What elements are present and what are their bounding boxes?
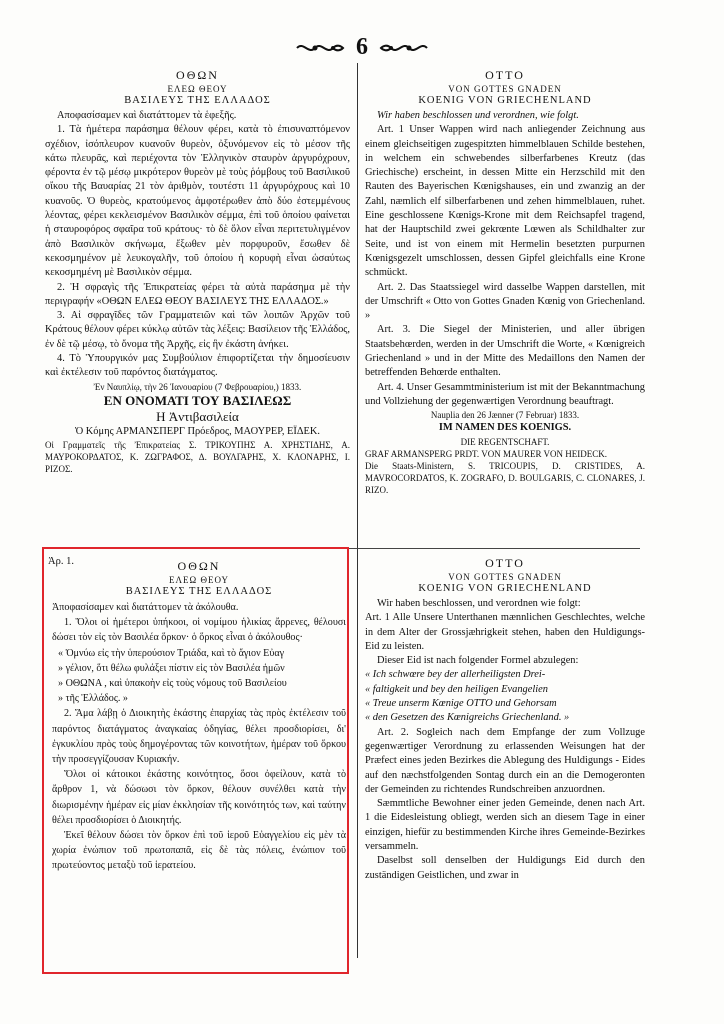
- greek-signers: Ὁ Κόμης ΑΡΜΑΝΣΠΕΡΓ Πρόεδρος, ΜΑΟΥΡΕΡ, ΕΪΔΕΚ.: [74, 425, 320, 437]
- ornament-right-icon: [379, 41, 429, 55]
- greek-art3: 3. Αἱ σφραγῖδες τῶν Γραμματειῶν καὶ τῶν λοιπῶν Ἀρχῶν τοῦ Κράτους θέλουν φέρει κύκλῳ αὐτῶν τὰς λέξεις: Βασίλειον τῆς Ἑλλάδος, ἐν δὲ τῷ μέσῳ, τὸ ὄνομα τῆς Ἀρχῆς, εἰς ἣν ἐκάστη ἀνήκει.: [45, 310, 350, 350]
- greek2-title: ΟΘΩΝ: [177, 559, 221, 573]
- german2-p3: Sæmmtliche Bewohner einer jeden Gemeinde, denen nach Art. 1 die Eidesleistung obliegt, werden sich an diesem Tage in einer einzigen, hiefür zu bestimmenden Kirche ihres Gemeinde-Bezirkes versammeln.: [365, 798, 645, 853]
- german-name-of-king: IM NAMEN DES KOENIGS.: [438, 422, 572, 434]
- greek-regency: Η Ἀντιβασιλεία: [156, 408, 239, 424]
- greek-article-label: Ἀρ. 1.: [48, 556, 74, 567]
- greek-king: ΒΑΣΙΛΕΥΣ ΤΗΣ ΕΛΛΑΔΟΣ: [124, 95, 271, 106]
- greek-art2: 2. Ἡ σφραγὶς τῆς Ἐπικρατείας φέρει τὰ αὐτὰ παράσημα μὲ τὴν περιγραφήν «ΟΘΩΝ ΕΛΕΩ ΘΕΟΥ ΒΑΣΙΛΕΥΣ ΤΗΣ ΕΛΛΑΔΟΣ.»: [45, 281, 350, 307]
- greek2-p1: 1. Ὅλοι οἱ ἡμέτεροι ὑπήκοοι, οἱ νομίμου ἡλικίας ἄρρενες, θέλουσι δώσει τὸν εἰς τὸν Βασιλέα ὅρκον· ὁ ὅρκος εἶναι ὁ ἀκόλουθος·: [52, 617, 346, 644]
- greek-subtitle: ΕΛΕΩ ΘΕΟΥ: [167, 84, 228, 94]
- german-art4: Art. 4. Unser Gesammtministerium ist mit der Bekanntmachung und Vollziehung der gegenwærtigen Verordnung beauftragt.: [365, 381, 645, 407]
- greek-date: Ἐν Ναυπλίῳ, τὴν 26 Ἰανουαρίου (7 Φεβρουαρίου,) 1833.: [93, 381, 302, 392]
- greek-name-of-king: ΕΝ ΟΝΟΜΑΤΙ ΤΟΥ ΒΑΣΙΛΕΩΣ: [103, 392, 292, 408]
- greek2-decree: Ἀποφασίσαμεν καὶ διατάττομεν τὰ ἀκόλουθα.: [52, 602, 239, 613]
- german-signers: GRAF ARMANSPERG PRDT. VON MAURER VON HEIDECK.: [365, 448, 608, 459]
- greek2-oath-line2: » γέλιον, ὅτι θέλω φυλάξει πίστιν εἰς τὸν Βασιλέα ἡμῶν: [58, 662, 285, 674]
- german2-oath-line4: « den Gesetzen des Kœnigreichs Griechenland. »: [365, 712, 570, 724]
- greek2-p4: Ἐκεῖ θέλουν δώσει τὸν ὅρκον ἐπὶ τοῦ ἱεροῦ Εὐαγγελίου εἰς μὲν τὰ χωρία ἐνώπιον τοῦ πρωτοπαπᾶ, εἰς δὲ τὰς πόλεις, ἐνώπιον τοῦ πρωτεύοντος μεταξὺ τοῦ ἱερατείου.: [52, 830, 346, 872]
- german-title: OTTO: [485, 68, 525, 82]
- greek-art1: 1. Τὰ ἡμέτερα παράσημα θέλουν φέρει, κατὰ τὸ ἐπισυναπτόμενον σχέδιον, ἰσόπλευρον κυανοῦν θυρεὸν, ὀξυνόμενον εἰς τὸ μέσον τῆς κάτω πλευρᾶς, καὶ περιέχοντα τὸν Ἑλληνικὸν σταυρὸν ἀργυρόχρουν, φέροντα ἐν τῷ μέσῳ μικρότερον θυρεὸν μὲ τοὺς ῥόμβους τοῦ Βασιλικοῦ οἴκου τῆς Βαυαρίας 21 τὸν ἀριθμὸν, τουτέστι 11 ἀργυρόχρους καὶ 10 κυανοῦς. Ὁ θυρεὸς, κρατούμενος ἀμφοτέρωθεν ἀπὸ δύο ἐστεμμένους λέοντας, φέρει κεκλεισμένον Βασιλικὸν σέμμα, ἐπὶ τοῦ ὁποίου φαίνεται ἡ σταυροφόρος σφαῖρα τοῦ κράτους· τὸ δὲ ὅλον εἶναι περιτετυλιγμένον ἀπὸ Βασιλικὸν σκήνωμα, ἔξωθεν μὲν πορφυροῦν, ἔσωθεν δὲ κεκοσμημένον μὲ λευκογαλῆν, τοῦ ὁποίου ἡ κορυφὴ εἶναι ὡσαύτως κεκοσμημένη μὲ Βασιλικὸν σέμμα.: [45, 124, 350, 279]
- german2-oath-line3: « Treue unserm Kœnige OTTO und Gehorsam: [365, 698, 557, 710]
- greek2-p2: 2. Ἅμα λάβῃ ὁ Διοικητὴς ἑκάστης ἐπαρχίας τὰς πρὸς ἐκτέλεσιν τοῦ παρόντος διατάγματος ἀναγκαίας ὁδηγίας, θέλει προσδιορίσει, δι' ἐγκυκλίου πρὸς τοὺς δημογέροντας τῶν κοινοτήτων, ἡμέραν τοῦ ὅρκου τὴν προσεγγίζουσαν Κυριακήν.: [52, 708, 346, 766]
- german2-art2: Art. 2. Sogleich nach dem Empfange der zum Vollzuge gegenwærtiger Verordnung zu erlassenden Weisungen hat der Præfect eines jeden Bezirkes die Ablegung des Huldigungs - Eides auf den næchstfolgenden Sontag durch ein an die Demogeronten der Gemeinden zu richtendes Rundschreiben anzuordnen.: [365, 726, 645, 795]
- greek2-p3: Ὅλοι οἱ κάτοικοι ἑκάστης κοινότητος, ὅσοι ὀφείλουν, κατὰ τὸ ἄρθρον 1, νὰ δώσωσι τὸν ὅρκον, θέλουν συνέλθει κατὰ τὴν διωρισμένην ἡμέραν εἰς μίαν ἐκκλησίαν τῆς κοινότητός των, καὶ ταύτην θέλει προσδιορίσει ὁ Διοικητής.: [52, 769, 346, 826]
- german2-oath-line1: « Ich schwœre bey der allerheiligsten Drei-: [365, 669, 546, 681]
- greek-ministers: Οἱ Γραμματεῖς τῆς Ἐπικρατείας Σ. ΤΡΙΚΟΥΠΗΣ Α. ΧΡΗΣΤΙΔΗΣ, Α. ΜΑΥΡΟΚΟΡΔΑΤΟΣ, Κ. ΖΩΓΡΑΦΟΣ, Δ. ΒΟΥΛΓΑΡΗΣ, Χ. ΚΛΟΝΑΡΗΣ, Ι. ΡΙΖΟΣ.: [45, 439, 350, 474]
- german2-oath-line2: « faltigkeit und bey den heiligen Evangelien: [365, 683, 548, 695]
- german-art1: Art. 1 Unser Wappen wird nach anliegender Zeichnung aus einem gleichseitigen zugespitzten himmelblauen Schilde bestehen, in welchem ein schwebendes silberfarbenes Kreutz (das Griechische) erscheint, in dessen Mitte ein Herzschild mit den Rauten des Bayerischen Kœnigshauses, ein und zwanzig an der Zahl, næmlich elf silberfarbenen und zehen himmelblauen, ruhet. Eine geschlossene Kœnigs-Krone mit dem Reichsapfel tragend, hat der Hauptschild zwei gekrœnte Lœwen als Schildhalter zur Seite, und ist von einem mit Hermelin besetzten purpurnen Kœnigsgezelt umschlossen, dessen Gipfel gleichfalls eine Krone schmückt.: [365, 124, 645, 279]
- bottom-german-column: [365, 552, 645, 962]
- page-header: [0, 34, 724, 61]
- greek-decree: Αποφασίσαμεν καὶ διατάττομεν τὰ ἑφεξῆς.: [57, 110, 237, 121]
- german-date: Nauplia den 26 Jænner (7 Februar) 1833.: [430, 410, 580, 421]
- bottom-greek-column: [52, 555, 346, 965]
- column-divider: [357, 63, 358, 958]
- german2-subtitle: VON GOTTES GNADEN: [448, 572, 562, 582]
- german-art2: Art. 2. Das Staatssiegel wird dasselbe Wappen darstellen, mit der Umschrift « Otto von Gottes Gnaden Kœnig von Griechenland. »: [365, 281, 645, 322]
- greek2-subtitle: ΕΛΕΩ ΘΕΟΥ: [168, 575, 229, 585]
- greek2-king: ΒΑΣΙΛΕΥΣ ΤΗΣ ΕΛΛΑΔΟΣ: [125, 586, 273, 597]
- greek2-oath-line1: « Ὀμνύω εἰς τὴν ὑπερούσιον Τριάδα, καὶ τὸ ἅγιον Εὐαγ: [58, 647, 285, 659]
- greek-art4: 4. Τὸ Ὑπουργικόν μας Συμβούλιον ἐπιφορτίζεται τὴν δημοσίευσιν καὶ ἐκτέλεσιν τοῦ παρόντος διατάγματος.: [45, 353, 350, 379]
- german-ministers: Die Staats-Ministern, S. TRICOUPIS, D. CRISTIDES, A. MAVROCORDATOS, K. ZOGRAFO, D. BOULGARIS, C. CLONARES, J. RIZO.: [365, 460, 645, 495]
- ornament-left-icon: [295, 41, 345, 55]
- german-decree: Wir haben beschlossen und verordnen, wie folgt.: [377, 110, 579, 121]
- german-regency: DIE REGENTSCHAFT.: [460, 436, 550, 447]
- german2-decree: Wir haben beschlossen, und verordnen wie folgt:: [377, 598, 581, 609]
- german-art3: Art. 3. Die Siegel der Ministerien, und aller übrigen Staatsbehœrden, werden in der Umschrift die Worte, « Kœnigreich Griechenland » und in der Mitte des Medaillons den Namen der betreffenden Behœrde enthalten.: [365, 324, 645, 379]
- top-german-column: [365, 64, 645, 542]
- german-king: KOENIG VON GRIECHENLAND: [418, 95, 592, 106]
- german2-p4: Daselbst soll denselben der Huldigungs Eid durch den zuständigen Geistlichen, und zwar in: [365, 855, 645, 881]
- german2-intro: Dieser Eid ist nach folgender Formel abzulegen:: [377, 655, 579, 667]
- page-number: 6: [356, 34, 368, 60]
- greek2-oath-line3: » ΟΘΩΝΑ , καὶ ὑπακοὴν εἰς τοὺς νόμους τοῦ Βασιλείου: [58, 678, 287, 690]
- german2-title: OTTO: [485, 556, 525, 570]
- top-greek-column: [45, 64, 350, 542]
- german2-art1: Art. 1 Alle Unsere Unterthanen mænnlichen Geschlechtes, welche in dem Alter der Grossjæhrigkeit stehen, haben den Huldigungs-Eid zu leisten.: [365, 612, 645, 652]
- greek2-oath-line4: » τῆς Ἑλλάδος. »: [58, 693, 128, 705]
- greek-title: ΟΘΩΝ: [176, 68, 219, 82]
- german-subtitle: VON GOTTES GNADEN: [448, 84, 562, 94]
- german2-king: KOENIG VON GRIECHENLAND: [418, 583, 592, 594]
